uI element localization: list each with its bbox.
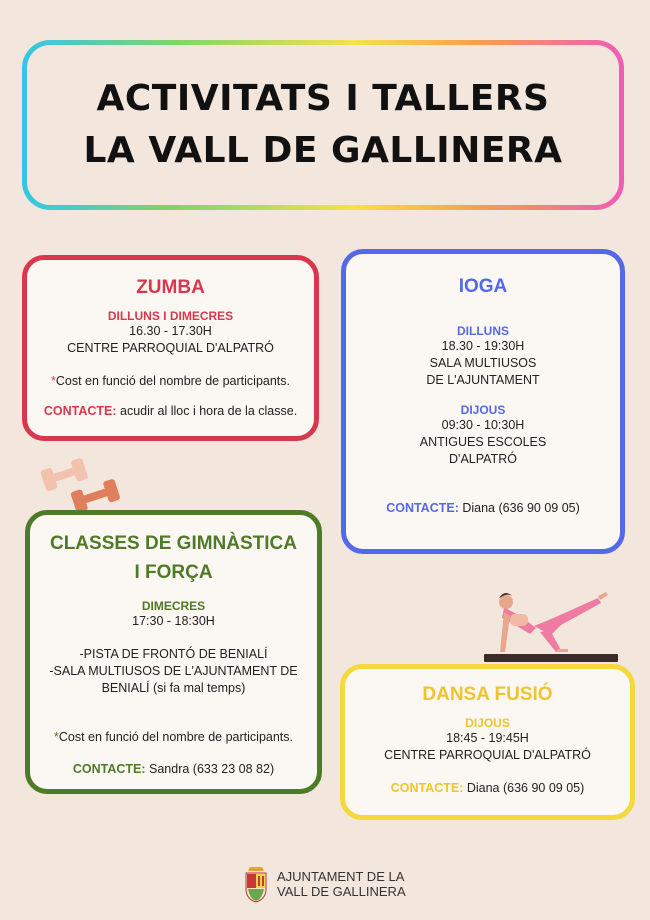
zumba-place: CENTRE PARROQUIAL D'ALPATRÓ (67, 341, 274, 355)
ioga-contact (346, 500, 620, 517)
gimnastica-place-2b: BENIALÍ (si fa mal temps) (101, 681, 246, 695)
coat-of-arms-icon (243, 865, 269, 903)
zumba-note-star: * (50, 374, 56, 388)
footer-line-1: AJUNTAMENT DE LA (277, 869, 405, 884)
gimnastica-note (30, 729, 317, 746)
dansa-contact-value: Diana (636 90 09 05) (463, 781, 585, 795)
footer-text (277, 869, 406, 899)
ioga-place-1a: SALA MULTIUSOS (429, 356, 537, 370)
dansa-day: DIJOUS (465, 716, 510, 730)
ioga-day-1: DILLUNS (457, 324, 509, 338)
ioga-place-1b: DE L'AJUNTAMENT (426, 373, 540, 387)
dansa-place: CENTRE PARROQUIAL D'ALPATRÓ (384, 748, 591, 762)
ioga-contact-label: CONTACTE: (386, 501, 459, 515)
gimnastica-note-text: Cost en funció del nombre de participants. (58, 730, 294, 744)
gimnastica-heading-1: CLASSES DE GIMNÀSTICA (49, 533, 298, 554)
dansa-contact (345, 780, 630, 797)
zumba-contact (27, 403, 314, 420)
zumba-days: DILLUNS I DIMECRES (107, 309, 234, 323)
yoga-figure-icon (482, 588, 622, 664)
zumba-time: 16.30 - 17.30H (129, 324, 212, 338)
gimnastica-contact-label: CONTACTE: (72, 762, 146, 776)
title-box (22, 40, 624, 210)
gimnastica-card (25, 510, 322, 794)
title-line-1: ACTIVITATS I TALLERS (96, 78, 550, 119)
footer-line-2: VALL DE GALLINERA (277, 884, 406, 899)
zumba-note (27, 373, 314, 390)
dumbbell-icon (38, 454, 128, 510)
dansa-time: 18:45 - 19:45H (446, 731, 529, 745)
ioga-time-2: 09:30 - 10:30H (441, 418, 525, 432)
footer (243, 865, 406, 903)
gimnastica-place-2a: -SALA MULTIUSOS DE L'AJUNTAMENT DE (49, 664, 298, 678)
ioga-day-2: DIJOUS (460, 403, 506, 417)
ioga-card (341, 249, 625, 554)
gimnastica-contact-value: Sandra (633 23 08 82) (145, 762, 275, 776)
gimnastica-note-star: * (53, 730, 59, 744)
zumba-card (22, 255, 319, 441)
zumba-contact-value: acudir al lloc i hora de la classe. (116, 404, 298, 418)
gimnastica-heading-2: I FORÇA (134, 562, 213, 583)
ioga-place-2a: ANTIGUES ESCOLES (419, 435, 547, 449)
ioga-time-1: 18.30 - 19:30H (441, 339, 525, 353)
dansa-contact-label: CONTACTE: (390, 781, 464, 795)
ioga-heading: IOGA (458, 276, 508, 297)
ioga-place-2b: D'ALPATRÓ (449, 452, 517, 466)
gimnastica-contact (30, 761, 317, 778)
zumba-contact-label: CONTACTE: (43, 404, 117, 418)
zumba-note-text: Cost en funció del nombre de participants. (55, 374, 291, 388)
title-line-2: LA VALL DE GALLINERA (83, 130, 563, 171)
gimnastica-time: 17:30 - 18:30H (132, 614, 215, 628)
gimnastica-place-1: -PISTA DE FRONTÓ DE BENIALÍ (79, 647, 268, 661)
zumba-heading: ZUMBA (136, 277, 205, 298)
dansa-card (340, 664, 635, 820)
gimnastica-day: DIMECRES (141, 599, 206, 613)
ioga-contact-value: Diana (636 90 09 05) (458, 501, 580, 515)
title-inner (27, 45, 619, 205)
dansa-heading: DANSA FUSIÓ (422, 684, 553, 705)
